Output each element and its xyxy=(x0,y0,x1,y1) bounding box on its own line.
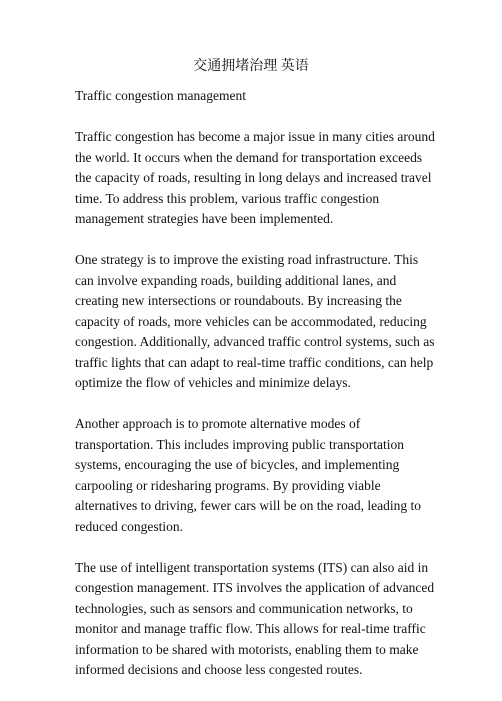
paragraph-1: Traffic congestion has become a major issue in many cities around the world. It occurs when the demand for transportation exceeds the capacity of roads, resulting in long delays and increased travel time. To address this problem, various traffic congestion management strategies have been implemented. xyxy=(75,129,435,226)
document-body xyxy=(75,86,437,701)
paragraph-2: One strategy is to improve the existing road infrastructure. This can involve expanding roads, building additional lanes, and creating new intersections or roundabouts. By increasing the capacity of roads, more vehicles can be accommodated, reducing congestion. Additionally, advanced traffic control systems, such as traffic lights that can adapt to real-time traffic conditions, can help optimize the flow of vehicles and minimize delays. xyxy=(75,252,435,390)
document-title: 交通拥堵治理 英语 xyxy=(193,59,309,74)
paragraph-3: Another approach is to promote alternative modes of transportation. This includes improving public transportation systems, encouraging the use of bicycles, and implementing carpooling or ridesharing programs. By providing viable alternatives to driving, fewer cars will be on the road, leading to reduced congestion. xyxy=(75,416,422,534)
section-heading: Traffic congestion management xyxy=(75,88,246,103)
paragraph-4: The use of intelligent transportation systems (ITS) can also aid in congestion management. ITS involves the application of advanced technologies, such as sensors and communication networks, to monitor and manage traffic flow. This allows for real-time traffic information to be shared with motorists, enabling them to make informed decisions and choose less congested routes. xyxy=(75,559,435,677)
